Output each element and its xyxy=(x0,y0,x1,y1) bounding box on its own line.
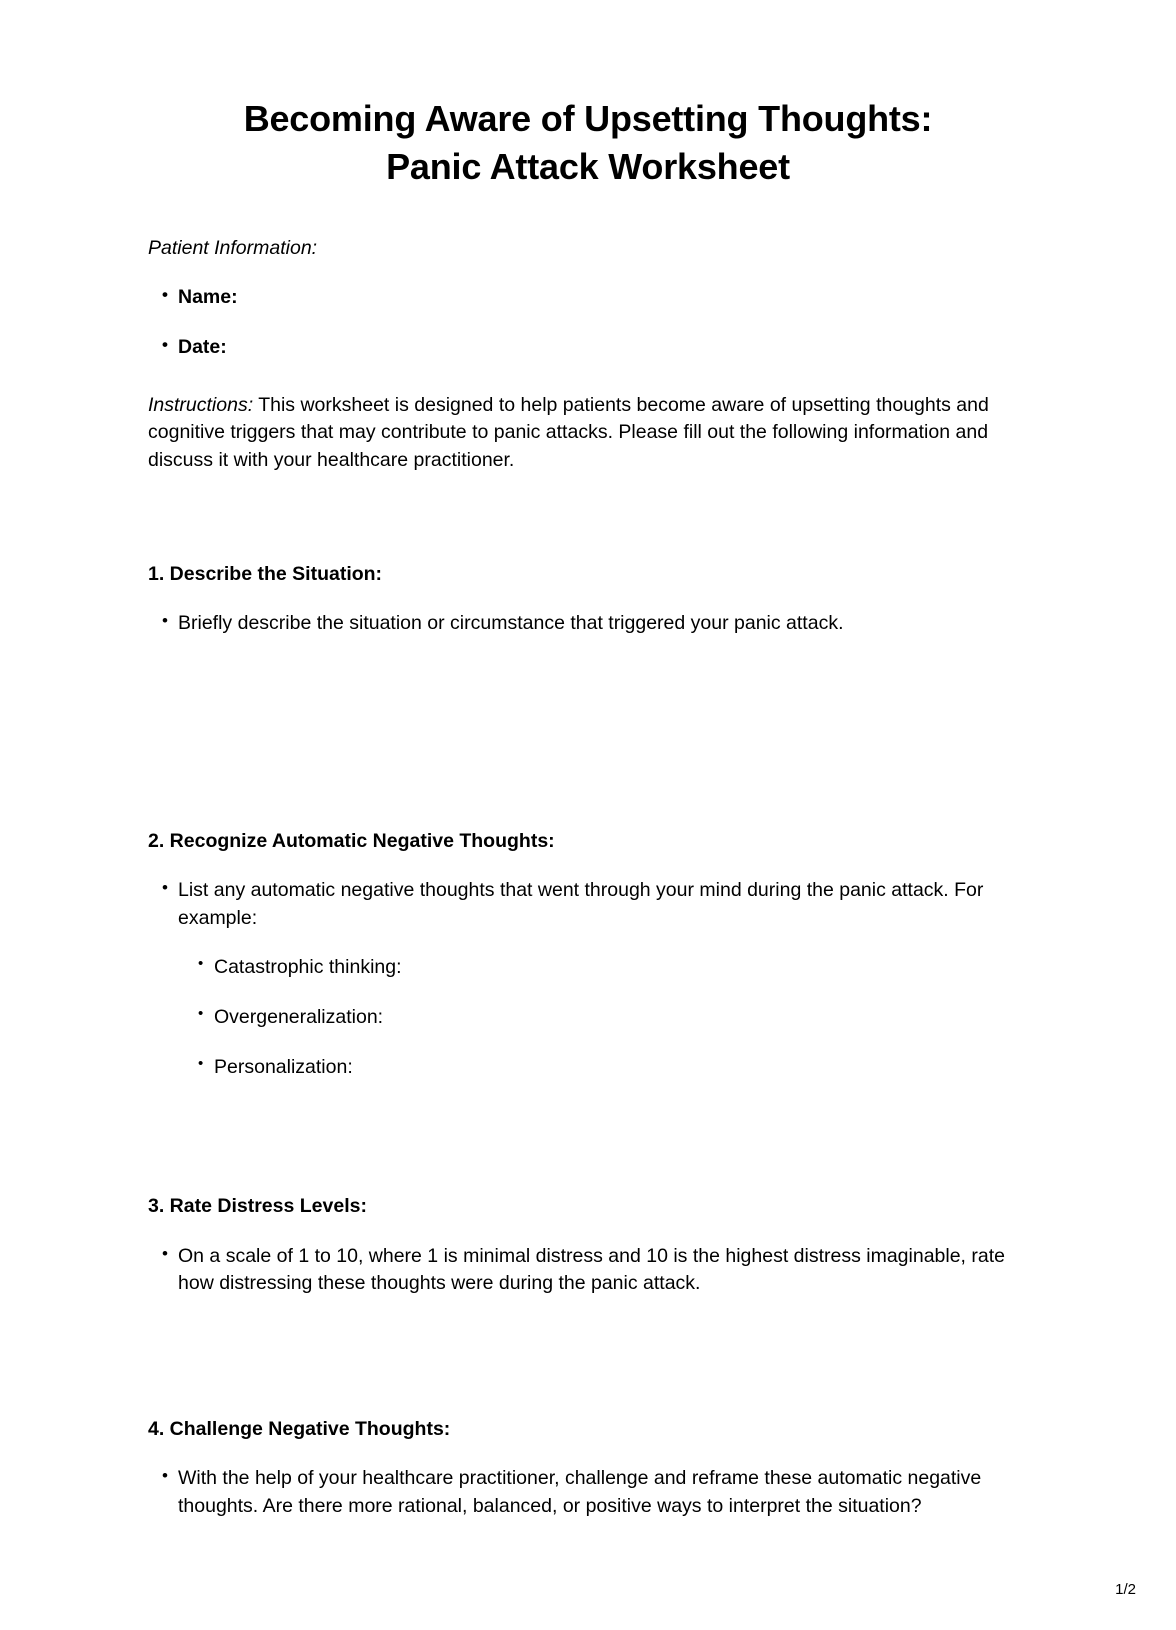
section-1-list xyxy=(148,610,1028,638)
section-2-heading: 2. Recognize Automatic Negative Thoughts: xyxy=(148,829,555,852)
list-item: • Catastrophic thinking: xyxy=(214,954,1028,982)
instructions-body: This worksheet is designed to help patients become aware of upsetting thoughts and cognitive triggers that may contribute to panic attacks. Please fill out the following information and discuss it with your healthcare practitioner. xyxy=(148,393,989,472)
list-item: • On a scale of 1 to 10, where 1 is minimal distress and 10 is the highest distress imaginable, rate how distressing these thoughts were during the panic attack. xyxy=(178,1243,1028,1298)
list-item-text: List any automatic negative thoughts that went through your mind during the panic attack. For example: xyxy=(178,879,984,929)
list-item: • Personalization: xyxy=(214,1054,1028,1082)
list-item xyxy=(178,877,1028,1081)
patient-information-list xyxy=(148,284,1028,361)
spacer-before-section-3 xyxy=(148,1121,1028,1193)
section-1 xyxy=(148,561,1028,756)
document-content xyxy=(148,0,1028,1521)
section-1-answer-space[interactable] xyxy=(148,638,1028,756)
instructions-paragraph xyxy=(148,362,1028,475)
patient-field-date: • Date: xyxy=(178,334,1028,362)
section-4 xyxy=(148,1416,1028,1521)
section-4-list xyxy=(148,1465,1028,1520)
spacer-before-section-2 xyxy=(148,756,1028,828)
section-3-answer-space[interactable] xyxy=(148,1298,1028,1344)
section-2-answer-space[interactable] xyxy=(148,1081,1028,1121)
spacer-before-section-4 xyxy=(148,1344,1028,1416)
page-title-line-2: Panic Attack Worksheet xyxy=(386,145,790,187)
section-3-heading: 3. Rate Distress Levels: xyxy=(148,1195,367,1218)
section-2-sublist xyxy=(178,954,1028,1081)
section-3 xyxy=(148,1193,1028,1344)
section-3-list xyxy=(148,1243,1028,1298)
page-indicator: 1/2 xyxy=(1115,1581,1136,1598)
list-item: • With the help of your healthcare practitioner, challenge and reframe these automatic negative thoughts. Are there more rational, balanced, or positive ways to interpret the situation? xyxy=(178,1465,1028,1520)
list-item: • Briefly describe the situation or circumstance that triggered your panic attack. xyxy=(178,610,1028,638)
list-item: • Overgeneralization: xyxy=(214,1004,1028,1032)
patient-field-name: • Name: xyxy=(178,284,1028,312)
spacer-before-section-1 xyxy=(148,475,1028,561)
instructions-label: Instructions: xyxy=(148,393,254,416)
section-2-list xyxy=(148,877,1028,1081)
section-2 xyxy=(148,828,1028,1122)
section-1-heading: 1. Describe the Situation: xyxy=(148,562,383,585)
page-title xyxy=(148,0,1028,190)
section-4-heading: 4. Challenge Negative Thoughts: xyxy=(148,1418,451,1441)
patient-information-label: Patient Information: xyxy=(148,237,318,260)
page-title-line-1: Becoming Aware of Upsetting Thoughts: xyxy=(243,98,933,139)
